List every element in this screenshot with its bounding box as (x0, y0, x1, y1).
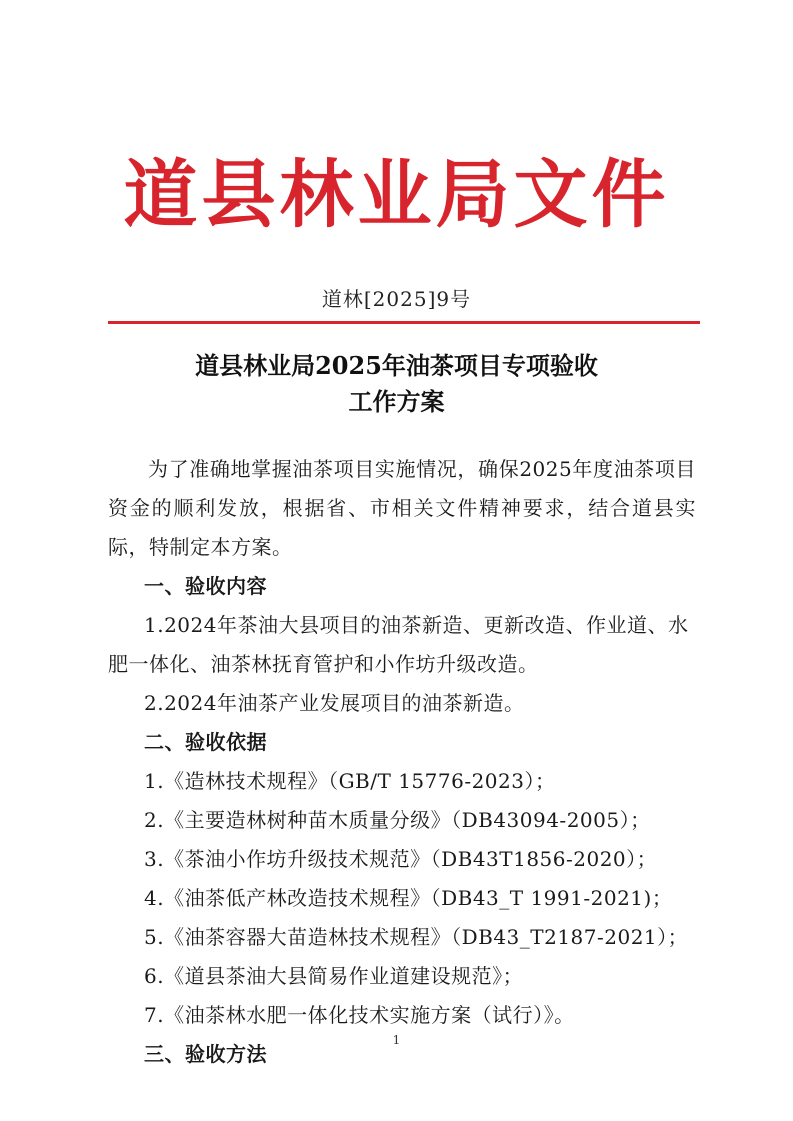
section-item: 2.2024年油茶产业发展项目的油茶新造。 (144, 691, 525, 715)
section-item: 1.2024年茶油大县项目的油茶新造、更新改造、作业道、水肥一体化、油茶林抚育管护和小作坊升级改造。 (108, 613, 689, 676)
document-number: 道林[2025]9号 (321, 287, 472, 311)
document-title-line-2: 工作方案 (348, 387, 445, 416)
issuer-header-title: 道县林业局文件 (123, 152, 670, 238)
red-divider-line (108, 321, 700, 324)
section-item: 5.《油茶容器大苗造林技术规程》（DB43_T2187-2021）； (144, 925, 689, 949)
section-heading: 一、验收内容 (144, 574, 267, 598)
section-heading: 二、验收依据 (144, 730, 267, 754)
section-item: 2.《主要造林树种苗木质量分级》（DB43094-2005）； (144, 808, 651, 832)
section-item: 3.《茶油小作坊升级技术规范》（DB43T1856-2020）； (144, 847, 658, 871)
document-body (108, 450, 696, 1074)
page-number: 1 (392, 1033, 401, 1047)
section-item: 1.《造林技术规程》（GB/T 15776-2023）； (144, 769, 556, 793)
document-title (0, 348, 793, 420)
section-item: 4.《油茶低产林改造技术规程》（DB43_T 1991-2021)； (144, 886, 673, 910)
section-item: 7.《油茶林水肥一体化技术实施方案（试行）》。 (144, 1003, 575, 1027)
section-item: 6.《道县茶油大县简易作业道建设规范》； (144, 964, 524, 988)
intro-paragraph: 为了准确地掌握油茶项目实施情况，确保2025年度油茶项目资金的顺利发放，根据省、市相关文件精神要求，结合道县实际，特制定本方案。 (108, 457, 696, 559)
document-title-line-1: 道县林业局2025年油茶项目专项验收 (195, 351, 598, 380)
section-heading: 三、验收方法 (144, 1042, 267, 1066)
